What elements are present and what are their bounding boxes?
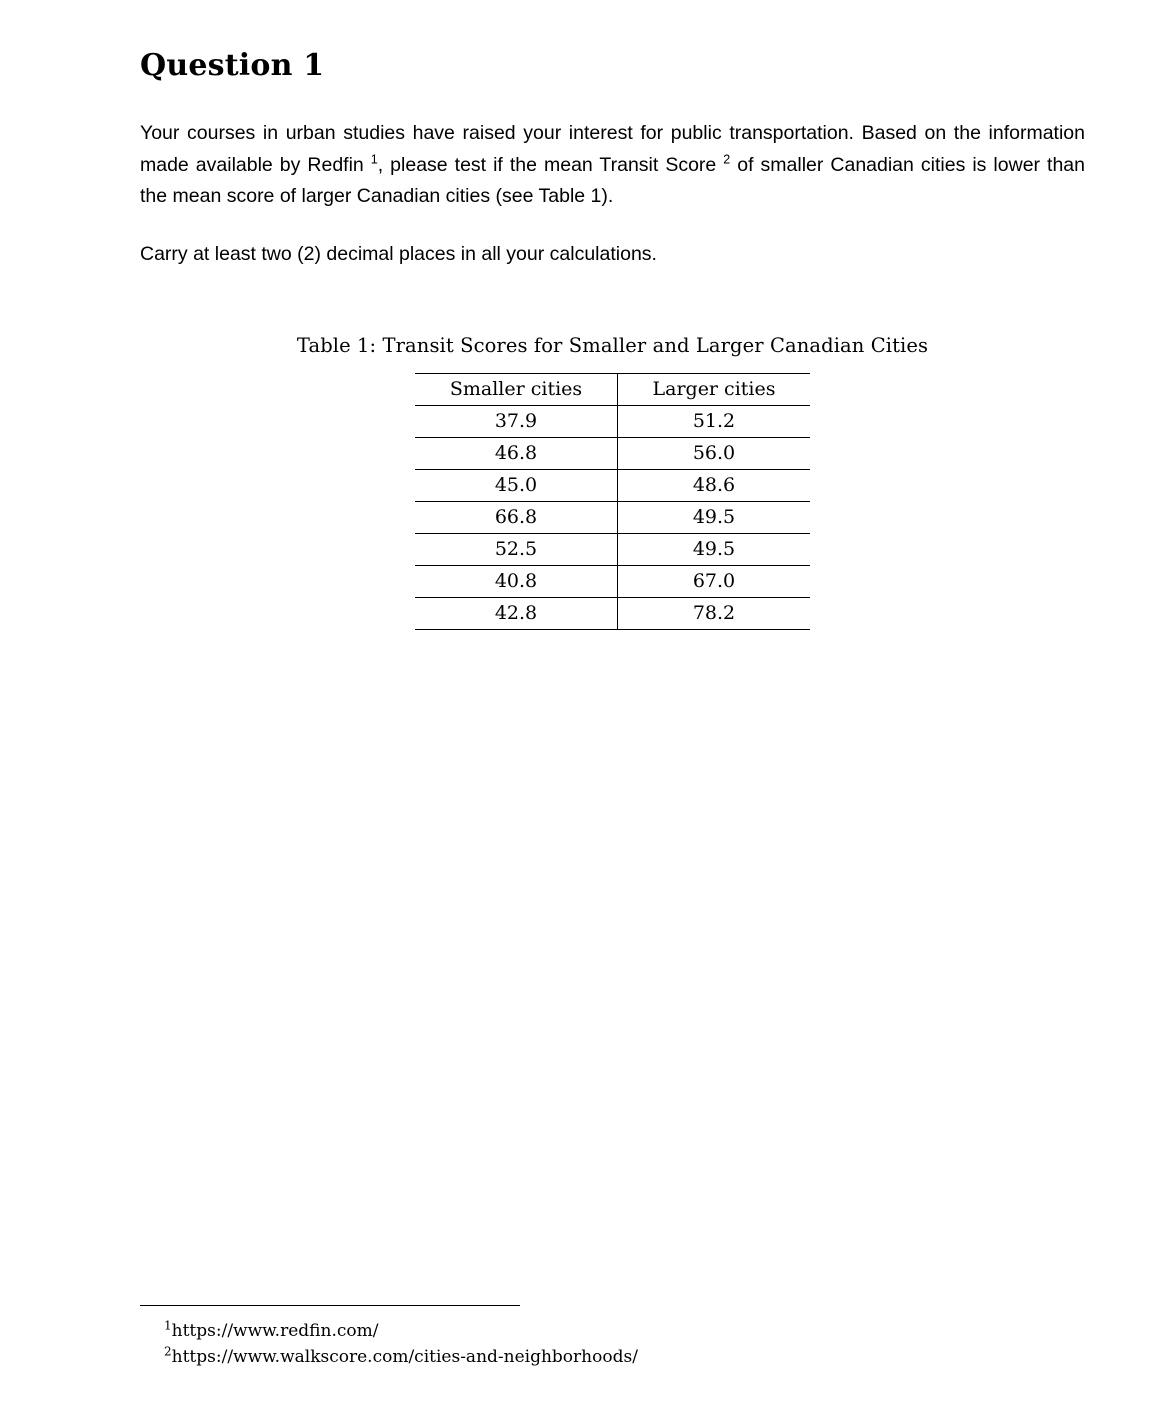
footnote-link-2[interactable]: https://www.walkscore.com/cities-and-neighborhoods/ [171, 1347, 638, 1368]
cell-smaller-0: 37.9 [415, 406, 618, 438]
table-block [140, 334, 1085, 630]
prompt-segment-1: Your courses in urban studies have raised your interest for public transportation. Based on the information made available by Redfin [140, 122, 1085, 176]
cell-smaller-5: 40.8 [415, 566, 618, 598]
footnote-number-1: 1 [164, 1318, 172, 1333]
footnote-marker-1: 1 [370, 152, 378, 167]
footnote-number-2: 2 [164, 1344, 172, 1359]
cell-larger-6: 78.2 [618, 598, 811, 630]
table-header-row [415, 374, 810, 406]
cell-smaller-1: 46.8 [415, 438, 618, 470]
table-header [415, 374, 810, 406]
table-row [415, 534, 810, 566]
footnote-item-2 [140, 1344, 1085, 1370]
table-row [415, 598, 810, 630]
transit-scores-table [415, 373, 810, 630]
footnotes-section [140, 1305, 1085, 1371]
table-row [415, 566, 810, 598]
cell-smaller-6: 42.8 [415, 598, 618, 630]
table-row [415, 470, 810, 502]
prompt-segment-3: of smaller Canadian cities is lower than the mean score of larger Canadian cities (see Table 1). [140, 153, 1085, 208]
footnote-link-1[interactable]: https://www.redfin.com/ [171, 1321, 379, 1341]
footnote-divider [140, 1305, 520, 1306]
column-header-smaller-cities: Smaller cities [415, 374, 618, 406]
cell-larger-2: 48.6 [618, 470, 811, 502]
cell-larger-5: 67.0 [618, 566, 811, 598]
table-row [415, 406, 810, 438]
cell-larger-3: 49.5 [618, 502, 811, 534]
cell-larger-0: 51.2 [618, 406, 811, 438]
document-content [140, 48, 1085, 630]
table-caption: Table 1: Transit Scores for Smaller and Larger Canadian Cities [296, 334, 929, 358]
cell-larger-1: 56.0 [618, 438, 811, 470]
table-row [415, 502, 810, 534]
footnote-item-1 [140, 1318, 1085, 1344]
footnote-marker-2: 2 [723, 152, 731, 167]
instruction-paragraph: Carry at least two (2) decimal places in all your calculations. [140, 242, 657, 265]
cell-smaller-4: 52.5 [415, 534, 618, 566]
cell-larger-4: 49.5 [618, 534, 811, 566]
prompt-segment-2: , please test if the mean Transit Score [377, 153, 724, 176]
question-prompt-paragraph [140, 118, 1085, 213]
table-body [415, 406, 810, 630]
table-row [415, 438, 810, 470]
cell-smaller-3: 66.8 [415, 502, 618, 534]
cell-smaller-2: 45.0 [415, 470, 618, 502]
page-title: Question 1 [140, 48, 325, 83]
column-header-larger-cities: Larger cities [618, 374, 811, 406]
